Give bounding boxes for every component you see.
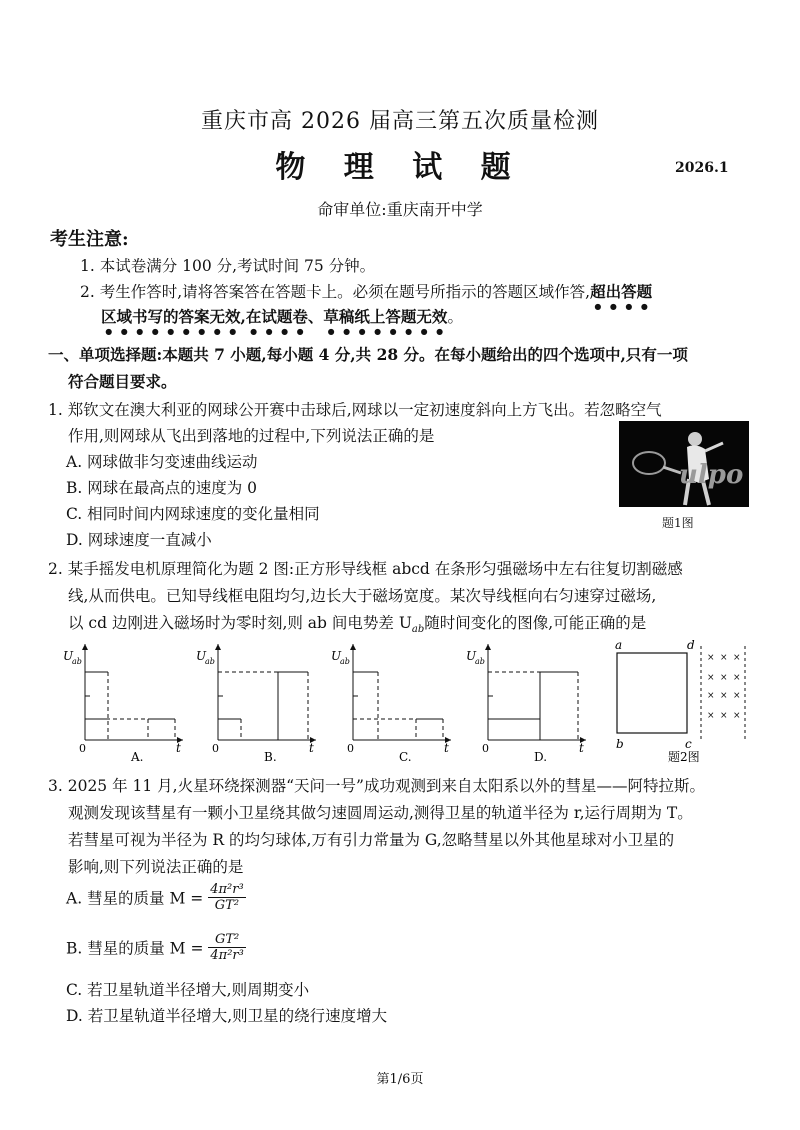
section-1-heading-line-1: 一、单项选择题:本题共 7 小题,每小题 4 分,共 28 分。在每小题给出的四个选项中,只有一项 (48, 345, 688, 364)
svg-text:D.: D. (534, 750, 548, 764)
svg-text:b: b (616, 737, 624, 751)
svg-text:×: × (707, 653, 715, 663)
q1-option-b: B. 网球在最高点的速度为 0 (66, 479, 258, 497)
q2-graph-b (196, 644, 316, 764)
svg-text:0: 0 (79, 742, 86, 755)
q3-option-b-formula: $\frac{\text{GT²}}{\text{4π²r³}}$ (210, 932, 244, 963)
svg-text:0: 0 (212, 742, 219, 755)
q2-stem-line-2: 线,从而供电。已知导线框电阻均匀,边长大于磁场宽度。某次导线框向右匀速穿过磁场, (68, 587, 657, 605)
q2-graphs (55, 638, 775, 768)
svg-text:U: U (196, 649, 207, 663)
svg-text:t: t (444, 741, 449, 755)
svg-text:t: t (309, 741, 314, 755)
svg-text:B.: B. (264, 750, 277, 764)
q1-option-d: D. 网球速度一直减小 (66, 531, 212, 549)
svg-text:ab: ab (205, 657, 215, 666)
q2-stem-line-1: 2. 某手摇发电机原理简化为题 2 图:正方形导线框 abcd 在条形匀强磁场中左右往复切割磁感 (48, 560, 683, 578)
q1-figure-caption: 题1图 (662, 516, 694, 530)
svg-text:×: × (707, 711, 715, 721)
notice-item-2-line-2 (101, 305, 463, 336)
photo-banner-text: ulpo (679, 460, 744, 490)
svg-text:×: × (733, 653, 741, 663)
svg-text:t: t (579, 741, 584, 755)
svg-text:0: 0 (347, 742, 354, 755)
svg-text:t: t (176, 741, 181, 755)
q2-stem-subscript: ab (411, 624, 425, 636)
q2-stem-tail: 随时间变化的图像,可能正确的是 (424, 614, 647, 632)
q1-option-c: C. 相同时间内网球速度的变化量相同 (66, 505, 320, 523)
page-number: 第1/6页 (376, 1072, 424, 1087)
q2-figure-frame-and-field (615, 638, 745, 764)
square-coil-abcd (617, 653, 687, 733)
svg-text:0: 0 (482, 742, 489, 755)
svg-text:c: c (685, 737, 692, 751)
exam-title: 物 理 试 题 (275, 150, 525, 185)
svg-text:×: × (733, 711, 741, 721)
q2-stem-text: 以 cd 边刚进入磁场时为零时刻,则 ab 间电势差 U (68, 614, 412, 632)
svg-text:C.: C. (399, 750, 412, 764)
svg-text:U: U (63, 649, 74, 663)
svg-text:×: × (720, 673, 728, 683)
exam-date: 2026.1 (675, 160, 729, 176)
svg-text:ab: ab (72, 657, 82, 666)
svg-text:×: × (720, 691, 728, 701)
q2-graph-d (466, 644, 586, 764)
svg-text:d: d (687, 638, 695, 652)
svg-text:×: × (707, 673, 715, 683)
q3-stem-line-2: 观测发现该彗星有一颗小卫星绕其做匀速圆周运动,测得卫星的轨道半径为 r,运行周期为 T。 (68, 804, 693, 822)
q2-graph-c (331, 644, 451, 764)
svg-text:×: × (733, 673, 741, 683)
svg-text:ab: ab (475, 657, 485, 666)
svg-text:A.: A. (131, 750, 144, 764)
q2-stem-line-3 (68, 611, 646, 635)
q2-graph-a (63, 644, 183, 764)
q3-stem-line-1: 3. 2025 年 11 月,火星环绕探测器“天问一号”成功观测到来自太阳系以外的彗星——阿特拉斯。 (48, 777, 705, 795)
notice-item-2-end: 。 (447, 308, 463, 326)
notice-item-2-emphasis-2: 区域书写的答案无效 (101, 307, 241, 326)
q3-stem-line-4: 影响,则下列说法正确的是 (68, 858, 244, 876)
section-1-heading-line-2: 符合题目要求。 (68, 372, 177, 391)
svg-text:×: × (720, 711, 728, 721)
notice-heading: 考生注意: (50, 229, 129, 250)
q1-stem-line-2: 作用,则网球从飞出到落地的过程中,下列说法正确的是 (68, 427, 435, 445)
tennis-player-icon (619, 421, 749, 507)
q3-option-d: D. 若卫星轨道半径增大,则卫星的绕行速度增大 (66, 1007, 388, 1025)
svg-text:×: × (733, 691, 741, 701)
exam-unit: 命审单位:重庆南开中学 (317, 200, 483, 219)
notice-item-1: 1. 本试卷满分 100 分,考试时间 75 分钟。 (80, 257, 376, 275)
q1-option-a: A. 网球做非匀变速曲线运动 (66, 453, 258, 471)
svg-text:U: U (331, 649, 342, 663)
q3-option-b: B. 彗星的质量 M = $\frac{\text{GT²}}{\text{4π²r³}}$ (66, 932, 244, 963)
q1-tennis-photo (619, 421, 749, 507)
notice-item-2-comma: , (240, 307, 246, 326)
q3-stem-line-3: 若彗星可视为半径为 R 的均匀球体,万有引力常量为 G,忽略彗星以外其他星球对小卫星的 (68, 831, 675, 849)
q1-stem-line-1: 1. 郑钦文在澳大利亚的网球公开赛中击球后,网球以一定初速度斜向上方飞出。若忽略空气 (48, 401, 662, 419)
svg-text:题2图: 题2图 (668, 750, 700, 764)
svg-text:ab: ab (340, 657, 350, 666)
q3-option-c: C. 若卫星轨道半径增大,则周期变小 (66, 981, 310, 999)
notice-item-2-emphasis-1: 超出答题 (590, 282, 653, 301)
svg-text:×: × (707, 691, 715, 701)
q3-option-a-formula: $\frac{\text{4π²r³}}{\text{GT²}}$ (210, 882, 244, 913)
svg-text:a: a (615, 638, 623, 652)
notice-item-2-text: 2. 考生作答时,请将答案答在答题卡上。必须在题号所指示的答题区域作答, (80, 283, 591, 301)
svg-text:U: U (466, 649, 477, 663)
exam-subtitle: 重庆市高 2026 届高三第五次质量检测 (201, 109, 599, 134)
svg-text:×: × (720, 653, 728, 663)
q3-option-a: A. 彗星的质量 M = $\frac{\text{4π²r³}}{\text{GT²}}$ (66, 882, 244, 913)
notice-item-2-emphasis-3: 在试题卷、草稿纸上答题无效 (245, 307, 448, 326)
